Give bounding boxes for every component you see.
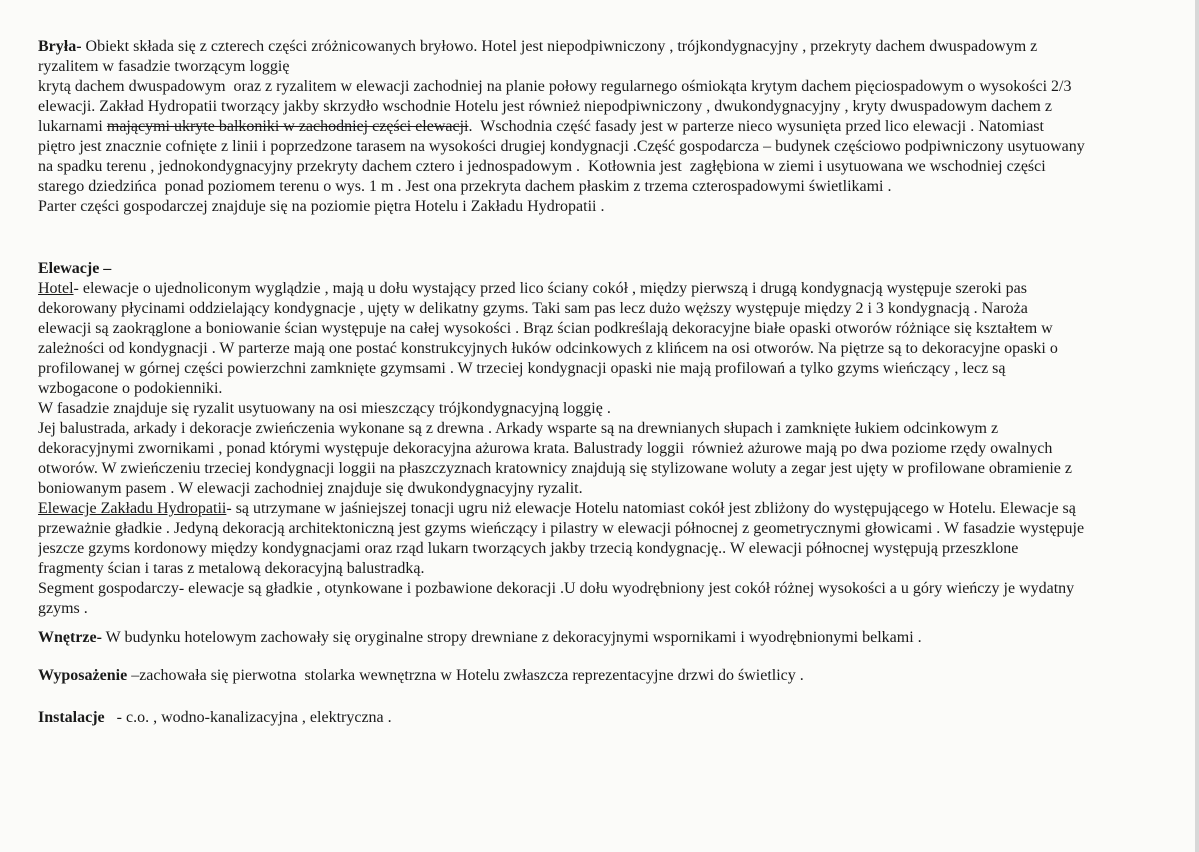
- body-text: Segment gospodarczy- elewacje są gładkie , otynkowane i pozbawione dekoracji .U dołu wyodrębniony jest cokół różnej wysokości a u góry wieńczy je wydatny: [38, 580, 1075, 597]
- section-elewacje: [38, 259, 1199, 619]
- text-line: [38, 339, 1199, 359]
- underlined-subheading: Elewacje Zakładu Hydropatii: [38, 500, 227, 517]
- section-wyposazenie: [38, 666, 1199, 686]
- text-line: [38, 579, 1199, 599]
- text-line: [38, 399, 1199, 419]
- text-line: [38, 708, 1199, 728]
- text-line: [38, 439, 1199, 459]
- text-line: [38, 57, 1199, 77]
- text-line: [38, 299, 1199, 319]
- section-wnetrze: [38, 628, 1199, 648]
- body-text: fragmenty ścian i taras z metalową dekoracyjną balustradką.: [38, 560, 425, 577]
- body-text: dekoracyjnymi zwornikami , ponad którymi występuje dekoracyjna ażurowa krata. Balustrady loggii również ażurowe mają po dwa poziome rzędy owalnych: [38, 440, 1053, 457]
- body-text: Parter części gospodarczej znajduje się na poziomie piętra Hotelu i Zakładu Hydropatii .: [38, 198, 605, 215]
- text-line: [38, 197, 1199, 217]
- body-text: profilowanej w górnej części powierzchni zamknięte gzymsami . W trzeciej kondygnacji opaski nie mają profilowań a tylko gzyms wieńczący , lecz są: [38, 360, 1006, 377]
- body-text: Jej balustrada, arkady i dekoracje zwieńczenia wykonane są z drewna . Arkady wsparte są na drewnianych słupach i zamknięte łukiem odcinkowym z: [38, 420, 999, 437]
- text-line: [38, 666, 1199, 686]
- body-text: boniowanym pasem . W elewacji zachodniej znajduje się dwukondygnacyjny ryzalit.: [38, 480, 583, 497]
- text-line: [38, 479, 1199, 499]
- underlined-subheading: Hotel: [38, 280, 74, 297]
- text-line: [38, 419, 1199, 439]
- body-text: piętro jest znacznie cofnięte z linii i poprzedzone tarasem na wysokości drugiej kondygnacji .Część gospodarcza – budynek częściowo podpiwniczony usytuowany: [38, 138, 1085, 155]
- body-text: wzbogacone o podokienniki.: [38, 380, 223, 397]
- struck-text: mającymi ukryte balkoniki w zachodniej części elewacji: [106, 118, 469, 135]
- text-line: [38, 77, 1199, 97]
- text-line: [38, 379, 1199, 399]
- text-line: [38, 459, 1199, 479]
- body-text: zależności od kondygnacji . W parterze mają one postać konstrukcyjnych łuków odcinkowych z klińcem na osi otworów. Na piętrze są to dekoracyjne opaski o: [38, 340, 1058, 357]
- body-text: . Wschodnia część fasady jest w parterze nieco wysunięta przed lico elewacji . Natomiast: [468, 118, 1044, 135]
- text-line: [38, 628, 1199, 648]
- body-text: W fasadzie znajduje się ryzalit usytuowany na osi mieszczący trójkondygnacyjną loggię .: [38, 400, 611, 417]
- text-line: [38, 599, 1199, 619]
- text-line: [38, 519, 1199, 539]
- text-line: [38, 117, 1199, 137]
- body-text: ryzalitem w fasadzie tworzącym loggię: [38, 58, 290, 75]
- heading-label: Wnętrze-: [38, 629, 102, 646]
- text-line: [38, 259, 1199, 279]
- text-line: [38, 137, 1199, 157]
- body-text: gzyms .: [38, 600, 88, 617]
- text-line: [38, 499, 1199, 519]
- heading-label: Bryła-: [38, 38, 82, 55]
- body-text: krytą dachem dwuspadowym oraz z ryzalitem w elewacji zachodniej na planie połowy regularnego ośmiokąta krytym dachem pięciospadowym o wysokości 2/3: [38, 78, 1072, 95]
- text-line: [38, 539, 1199, 559]
- heading-label: Wyposażenie: [38, 667, 128, 684]
- text-line: [38, 157, 1199, 177]
- body-text: –zachowała się pierwotna stolarka wewnętrzna w Hotelu zwłaszcza reprezentacyjne drzwi do świetlicy .: [127, 667, 804, 684]
- body-text: Obiekt składa się z czterech części zróżnicowanych bryłowo. Hotel jest niepodpiwniczony , trójkondygnacyjny , przekryty dachem dwuspadowym z: [81, 38, 1038, 55]
- text-line: [38, 279, 1199, 299]
- body-text: elewacji. Zakład Hydropatii tworzący jakby skrzydło wschodnie Hotelu jest również niepodpiwniczony , dwukondygnacyjny , kryty dwuspadowym dachem z: [38, 98, 1052, 115]
- body-text: dekorowany płycinami oddzielający kondygnacje , ujęty w delikatny gzyms. Taki sam pas lecz dużo węższy występuje między 2 i 3 kondygnacją . Naroża: [38, 300, 1028, 317]
- body-text: lukarnami: [38, 118, 107, 135]
- text-line: [38, 319, 1199, 339]
- body-text: przeważnie gładkie . Jedyną dekoracją architektoniczną jest gzyms wieńczący i pilastry w elewacji północnej z geometrycznymi głowicami . W fasadzie występuje: [38, 520, 1085, 537]
- section-bryla: [38, 37, 1199, 217]
- body-text: - są utrzymane w jaśniejszej tonacji ugru niż elewacje Hotelu natomiast cokół jest zbliżony do występującego w Hotelu. Elewacje są: [226, 500, 1076, 517]
- body-text: na spadku terenu , jednokondygnacyjny przekryty dachem cztero i jednospadowym . Kotłownia jest zagłębiona w ziemi i usytuowana we wschodniej części: [38, 158, 1046, 175]
- text-line: [38, 177, 1199, 197]
- text-line: [38, 359, 1199, 379]
- body-text: starego dziedzińca ponad poziomem terenu o wys. 1 m . Jest ona przekryta dachem płaskim z trzema czterospadowymi świetlikami .: [38, 178, 892, 195]
- body-text: W budynku hotelowym zachowały się oryginalne stropy drewniane z dekoracyjnymi wspornikami i wyodrębnionymi belkami .: [101, 629, 922, 646]
- body-text: otworów. W zwieńczeniu trzeciej kondygnacji loggii na płaszczyznach kratownicy znajdują się stylizowane woluty a zegar jest ujęty w profilowane obramienie z: [38, 460, 1072, 477]
- text-line: [38, 559, 1199, 579]
- text-line: [38, 37, 1199, 57]
- body-text: - elewacje o ujednoliconym wyglądzie , mają u dołu wystający przed lico ściany cokół , między pierwszą i drugą kondygnacją występuje szeroki pas: [73, 280, 1028, 297]
- section-instalacje: [38, 708, 1199, 728]
- body-text: elewacji są zaokrąglone a boniowanie ścian występuje na całej wysokości . Brąz ścian podkreślają dekoracyjne białe opaski otworów różniące się kształtem w: [38, 320, 1053, 337]
- body-text: jeszcze gzyms kordonowy między kondygnacjami oraz rząd lukarn tworzących jakby trzecią kondygnację.. W elewacji północnej występują przeszklone: [38, 540, 1019, 557]
- text-line: [38, 97, 1199, 117]
- body-text: - c.o. , wodno-kanalizacyjna , elektryczna .: [104, 709, 392, 726]
- heading-label: Elewacje –: [38, 260, 112, 277]
- heading-label: Instalacje: [38, 709, 105, 726]
